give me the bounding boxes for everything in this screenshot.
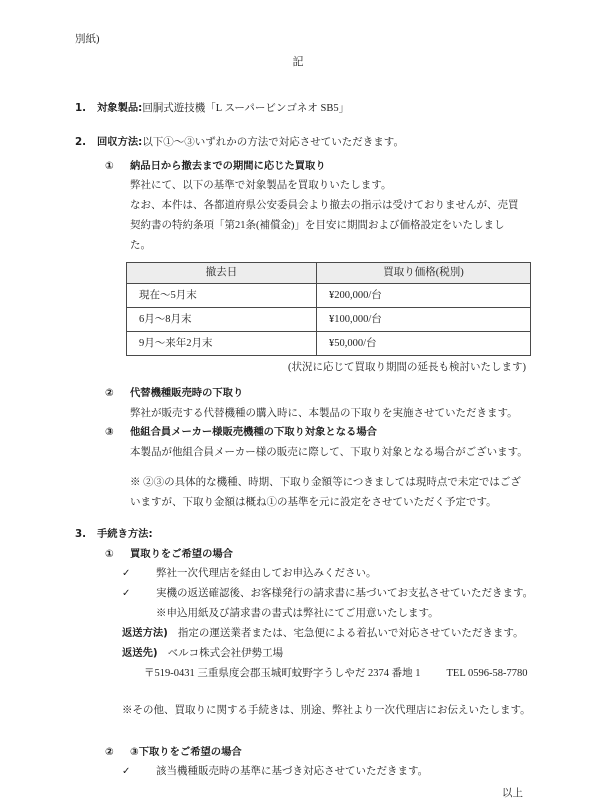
other-maker-title: 他組合員メーカー様販売機種の下取り対象となる場合	[130, 426, 377, 439]
subsection-tradein	[105, 384, 523, 424]
form-note: ※申込用紙及び請求書の書式は弊社にてご用意いたします。	[156, 608, 439, 620]
recall-method-title: 回収方法:	[97, 135, 143, 148]
return-address-row	[144, 664, 528, 684]
check-item-payment	[122, 584, 534, 604]
removal-period-cell: 現在〜5月末	[127, 284, 317, 308]
table-row	[127, 284, 531, 308]
removal-period-cell: 6月〜8月末	[127, 308, 317, 332]
section-procedure	[75, 525, 523, 545]
price-cell: ¥200,000/台	[317, 284, 531, 308]
other-procedure-note: ※その他、買取りに関する手続きは、別途、弊社より一次代理店にお伝えいたします。	[122, 704, 531, 716]
table-row	[127, 332, 531, 356]
doc-mark: 記	[292, 55, 306, 68]
table-row	[127, 308, 531, 332]
phone-number: TEL 0596-58-7780	[446, 668, 528, 680]
tradein-content	[130, 384, 523, 424]
subsection-buyback	[105, 157, 526, 378]
column-buyback-price: 買取り価格(税別)	[317, 263, 531, 284]
table-note: (状況に応じて買取り期間の延長も検討いたします)	[288, 362, 526, 374]
return-method-text: 指定の運送業者または、宅急便による着払いで対応させていただきます。	[177, 628, 524, 640]
target-product-line	[97, 99, 523, 119]
recall-method-body: 以下①〜③いずれかの方法で対応させていただきます。	[142, 136, 404, 148]
check-payment-text: 実機の返送確認後、お客様発行の請求書に基づいてお支払させていただきます。	[156, 588, 534, 600]
section-number-1: 1.	[75, 101, 87, 114]
circled-1-marker: ①	[105, 547, 114, 560]
procedure-line	[97, 525, 523, 545]
price-cell: ¥50,000/台	[317, 332, 531, 356]
return-to-label: 返送先)	[122, 647, 158, 660]
price-cell: ¥100,000/台	[317, 308, 531, 332]
recall-method-line	[97, 133, 523, 153]
return-method-row	[122, 624, 523, 644]
target-product-name: 回胴式遊技機「L スーパービンゴネオ SB5」	[142, 102, 350, 114]
buyback-price-table	[126, 262, 531, 356]
buyback-procedure-content	[122, 545, 534, 721]
circled-2-marker: ②	[105, 745, 114, 758]
return-address: 〒519-0431 三重県度会郡玉城町蚊野字うしやだ 2374 番地 1	[144, 668, 421, 680]
check-icon: ✓	[122, 766, 131, 778]
section-number-2: 2.	[75, 135, 87, 148]
section-target-product	[75, 99, 523, 119]
check-icon: ✓	[122, 568, 131, 580]
return-method-label: 返送方法)	[122, 627, 168, 640]
closing-mark: 以上	[502, 788, 523, 800]
check-item-apply	[122, 564, 523, 584]
section-number-3: 3.	[75, 527, 87, 540]
tradein-title: 代替機種販売時の下取り	[130, 386, 244, 399]
tradein-para: 弊社が販売する代替機種の購入時に、本製品の下取りを実施させていただきます。	[130, 407, 518, 419]
check-apply-text: 弊社一次代理店を経由してお申込みください。	[156, 568, 377, 580]
section-recall-method	[75, 133, 523, 153]
check-icon: ✓	[122, 588, 131, 600]
circled-1-marker: ①	[105, 159, 114, 172]
buyback-para2: なお、本件は、各都道府県公安委員会より撤去の指示は受けておりませんが、売買契約書の特約条項「第21条(補償金)」を目安に期間および価格設定をいたしました。	[130, 200, 519, 252]
other-maker-para: 本製品が他組合員メーカー様の販売に際して、下取り対象となる場合がございます。	[130, 447, 528, 459]
buyback-title: 納品日から撤去までの期間に応じた買取り	[130, 159, 326, 172]
return-to-text: ベルコ株式会社伊勢工場	[167, 648, 284, 660]
subsection-tradein-procedure	[105, 743, 523, 783]
other-maker-content	[130, 423, 528, 463]
subsection-other-maker	[105, 423, 528, 463]
buyback-para1: 弊社にて、以下の基準で対象製品を買取りいたします。	[130, 180, 392, 192]
return-to-row	[122, 644, 523, 664]
attachment-label: 別紙)	[75, 34, 100, 45]
column-removal-date: 撤去日	[127, 263, 317, 284]
circled-2-marker: ②	[105, 386, 114, 399]
target-product-title: 対象製品:	[97, 101, 143, 114]
undetermined-note: ※ ②③の具体的な機種、時期、下取り金額等につきましては現時点で未定ではございますが、下取り金額は概ね①の基準を元に設定をさせていただく予定です。	[130, 476, 521, 508]
tradein-procedure-title: ③下取りをご希望の場合	[130, 745, 242, 758]
circled-3-marker: ③	[105, 426, 114, 439]
buyback-procedure-title: 買取りをご希望の場合	[130, 547, 233, 560]
table-header-row	[127, 263, 531, 284]
check-tradein-text: 該当機種販売時の基準に基づき対応させていただきます。	[156, 766, 429, 778]
subsection-buyback-procedure	[105, 545, 534, 721]
buyback-content	[130, 157, 526, 378]
check-item-tradein	[122, 762, 523, 782]
procedure-title: 手続き方法:	[97, 527, 153, 540]
tradein-procedure-content	[122, 743, 523, 783]
removal-period-cell: 9月〜来年2月末	[127, 332, 317, 356]
